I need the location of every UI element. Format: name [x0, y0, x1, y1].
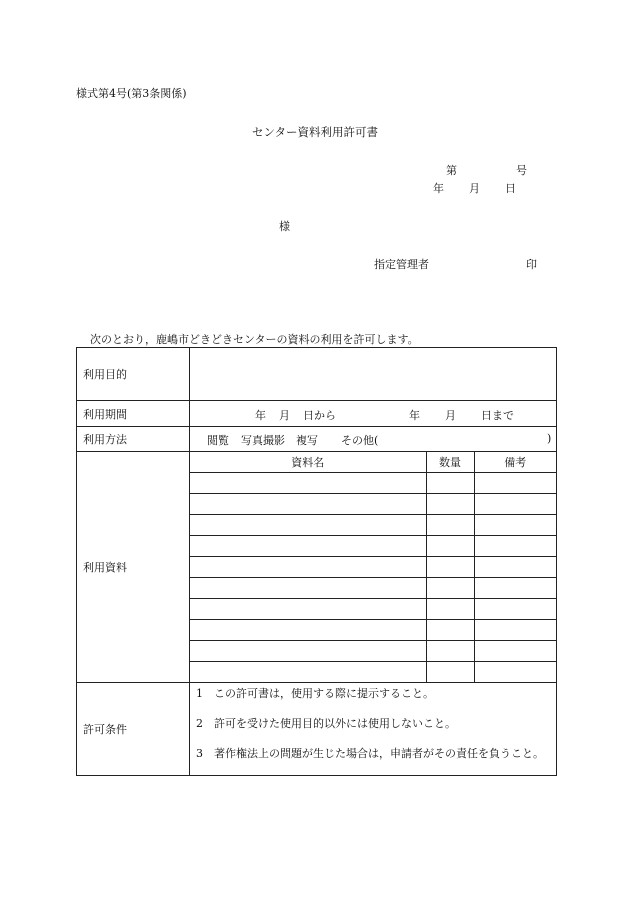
conditions-field: [190, 683, 557, 776]
method-row: [77, 427, 557, 452]
method-option-other[interactable]: その他(: [341, 434, 379, 447]
issue-date-year: 年: [433, 182, 444, 195]
materials-cell-name[interactable]: [190, 494, 426, 515]
materials-cell-name[interactable]: [190, 473, 426, 494]
period-label: 利用期間: [77, 401, 190, 427]
period-from-month: 月: [279, 409, 290, 422]
doc-number-prefix: 第: [446, 164, 457, 177]
method-other-close: ): [547, 432, 552, 445]
materials-header-row: [190, 452, 556, 473]
addressee-suffix: 様: [279, 220, 290, 233]
materials-cell-quantity[interactable]: [426, 662, 474, 683]
period-row: [77, 401, 557, 427]
doc-number-suffix: 号: [516, 164, 527, 177]
materials-cell-name[interactable]: [190, 557, 426, 578]
materials-header-remarks: 備考: [474, 452, 556, 473]
materials-cell-remarks[interactable]: [474, 620, 556, 641]
purpose-row: [77, 348, 557, 401]
materials-table-row: [190, 515, 556, 536]
materials-cell-remarks[interactable]: [474, 641, 556, 662]
period-field[interactable]: [190, 401, 557, 427]
method-label: 利用方法: [77, 427, 190, 452]
intro-text: 次のとおり，鹿嶋市どきどきセンターの資料の利用を許可します。: [90, 333, 419, 346]
permit-table: [76, 347, 557, 776]
period-from-year: 年: [255, 409, 266, 422]
period-to-day: 日まで: [481, 409, 514, 422]
materials-cell-quantity[interactable]: [426, 620, 474, 641]
materials-cell-remarks[interactable]: [474, 515, 556, 536]
materials-cell-quantity[interactable]: [426, 578, 474, 599]
materials-cell-remarks[interactable]: [474, 662, 556, 683]
method-option-browse[interactable]: 閲覧: [207, 434, 229, 447]
materials-cell-name[interactable]: [190, 536, 426, 557]
materials-cell-name[interactable]: [190, 662, 426, 683]
materials-cell-quantity[interactable]: [426, 599, 474, 620]
conditions-row: [77, 683, 557, 776]
issue-date-day: 日: [505, 182, 516, 195]
purpose-field[interactable]: [190, 348, 557, 401]
materials-cell-quantity[interactable]: [426, 557, 474, 578]
materials-cell-remarks[interactable]: [474, 557, 556, 578]
materials-cell-quantity[interactable]: [426, 494, 474, 515]
materials-cell-remarks[interactable]: [474, 578, 556, 599]
materials-cell-quantity[interactable]: [426, 515, 474, 536]
issue-date-month: 月: [469, 182, 480, 195]
materials-table-row: [190, 641, 556, 662]
period-to-year: 年: [409, 409, 420, 422]
materials-table-row: [190, 662, 556, 683]
condition-3: 3 著作権法上の問題が生じた場合は，申請者がその責任を負うこと。: [196, 747, 544, 760]
materials-label: 利用資料: [77, 452, 190, 683]
materials-cell-remarks[interactable]: [474, 536, 556, 557]
materials-cell-name[interactable]: [190, 515, 426, 536]
method-field[interactable]: [190, 427, 557, 452]
condition-2: 2 許可を受けた使用目的以外には使用しないこと。: [196, 717, 456, 730]
seal-mark: 印: [526, 258, 537, 271]
materials-table-row: [190, 557, 556, 578]
materials-header-name: 資料名: [190, 452, 426, 473]
materials-cell-name[interactable]: [190, 641, 426, 662]
materials-cell-remarks[interactable]: [474, 599, 556, 620]
period-to-month: 月: [445, 409, 456, 422]
materials-table-row: [190, 536, 556, 557]
materials-table: [190, 452, 556, 682]
method-option-photo[interactable]: 写真撮影: [241, 434, 285, 447]
form-number: 様式第4号(第3条関係): [76, 87, 187, 100]
document-title: センター資料利用許可書: [251, 125, 379, 139]
materials-table-row: [190, 578, 556, 599]
materials-header-quantity: 数量: [426, 452, 474, 473]
materials-cell-quantity[interactable]: [426, 473, 474, 494]
issuer-label: 指定管理者: [374, 258, 429, 271]
materials-cell-name[interactable]: [190, 620, 426, 641]
method-option-copy[interactable]: 複写: [296, 434, 318, 447]
materials-cell-quantity[interactable]: [426, 641, 474, 662]
condition-1: 1 この許可書は，使用する際に提示すること。: [196, 687, 434, 700]
conditions-label: 許可条件: [77, 683, 190, 776]
materials-cell-remarks[interactable]: [474, 473, 556, 494]
period-from-day: 日から: [303, 409, 336, 422]
materials-table-row: [190, 473, 556, 494]
purpose-label: 利用目的: [77, 348, 190, 401]
materials-table-row: [190, 494, 556, 515]
materials-cell-name[interactable]: [190, 599, 426, 620]
materials-table-row: [190, 599, 556, 620]
materials-field: [190, 452, 557, 683]
materials-cell-remarks[interactable]: [474, 494, 556, 515]
materials-cell-name[interactable]: [190, 578, 426, 599]
materials-cell-quantity[interactable]: [426, 536, 474, 557]
materials-table-row: [190, 620, 556, 641]
materials-row: [77, 452, 557, 683]
